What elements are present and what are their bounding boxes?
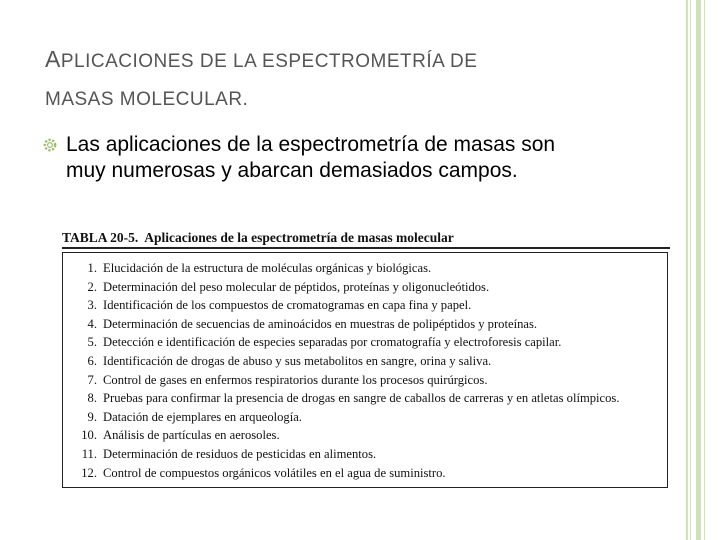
gear-bullet-icon (42, 137, 58, 153)
row-number: 11. (81, 446, 97, 461)
row-text: Identificación de los compuestos de cromatogramas en capa fina y papel. (103, 298, 472, 313)
row-text: Control de gases en enfermos respiratorios durante los procesos quirúrgicos. (103, 372, 488, 387)
table-row (71, 259, 667, 278)
row-number: 3. (87, 298, 97, 313)
table-name: Aplicaciones de la espectrometría de masas molecular (144, 230, 454, 245)
bullet-text: Las aplicaciones de la espectrometría de masas son muy numerosas y abarcan demasiados campos. (66, 133, 556, 182)
row-number: 10. (81, 428, 97, 443)
row-text: Elucidación de la estructura de moléculas orgánicas y biológicas. (103, 261, 432, 275)
row-text: Control de compuestos orgánicos volátiles en el agua de suministro. (103, 465, 446, 480)
table-row (71, 389, 667, 408)
table-row (71, 371, 667, 390)
title-initial: A (45, 46, 61, 72)
table-row (71, 352, 667, 371)
row-text: Análisis de partículas en aerosoles. (103, 428, 280, 443)
slide-title (45, 40, 645, 119)
row-text: Pruebas para confirmar la presencia de drogas en sangre de caballos de carreras y en atletas olímpicos. (103, 391, 620, 406)
table-label: TABLA 20-5. (62, 230, 139, 245)
row-text: Determinación del peso molecular de péptidos, proteínas y oligonucleótidos. (103, 279, 490, 294)
table-row (71, 296, 667, 315)
table-row (71, 278, 667, 297)
row-number: 4. (87, 316, 97, 331)
row-text: Determinación de residuos de pesticidas en alimentos. (103, 446, 377, 461)
row-number: 12. (81, 465, 97, 480)
decorative-side-lines (686, 0, 706, 540)
title-line-1: PLICACIONES DE LA ESPECTROMETRÍA DE (60, 51, 478, 72)
row-text: Determinación de secuencias de aminoácidos en muestras de polipéptidos y proteínas. (103, 316, 537, 331)
row-number: 2. (87, 279, 97, 294)
row-number: 9. (87, 409, 97, 424)
table-list (71, 259, 667, 482)
row-number: 5. (87, 335, 97, 350)
table-row (71, 333, 667, 352)
row-number: 6. (87, 353, 97, 368)
table-row (71, 464, 667, 483)
row-number: 7. (87, 372, 97, 387)
table-top-rule (62, 247, 670, 249)
table-caption (62, 230, 642, 246)
row-text: Detección e identificación de especies separadas por cromatografía y electroforesis capilar. (103, 335, 562, 350)
row-text: Identificación de drogas de abuso y sus metabolitos en sangre, orina y saliva. (103, 353, 492, 368)
row-number: 8. (87, 391, 97, 406)
table-row (71, 445, 667, 464)
table-row (71, 408, 667, 427)
row-text: Datación de ejemplares en arqueología. (103, 409, 302, 424)
table-row (71, 315, 667, 334)
applications-table (62, 252, 668, 488)
row-number: 1. (87, 261, 97, 275)
table-row (71, 426, 667, 445)
title-line-2: MASAS MOLECULAR. (45, 89, 249, 110)
